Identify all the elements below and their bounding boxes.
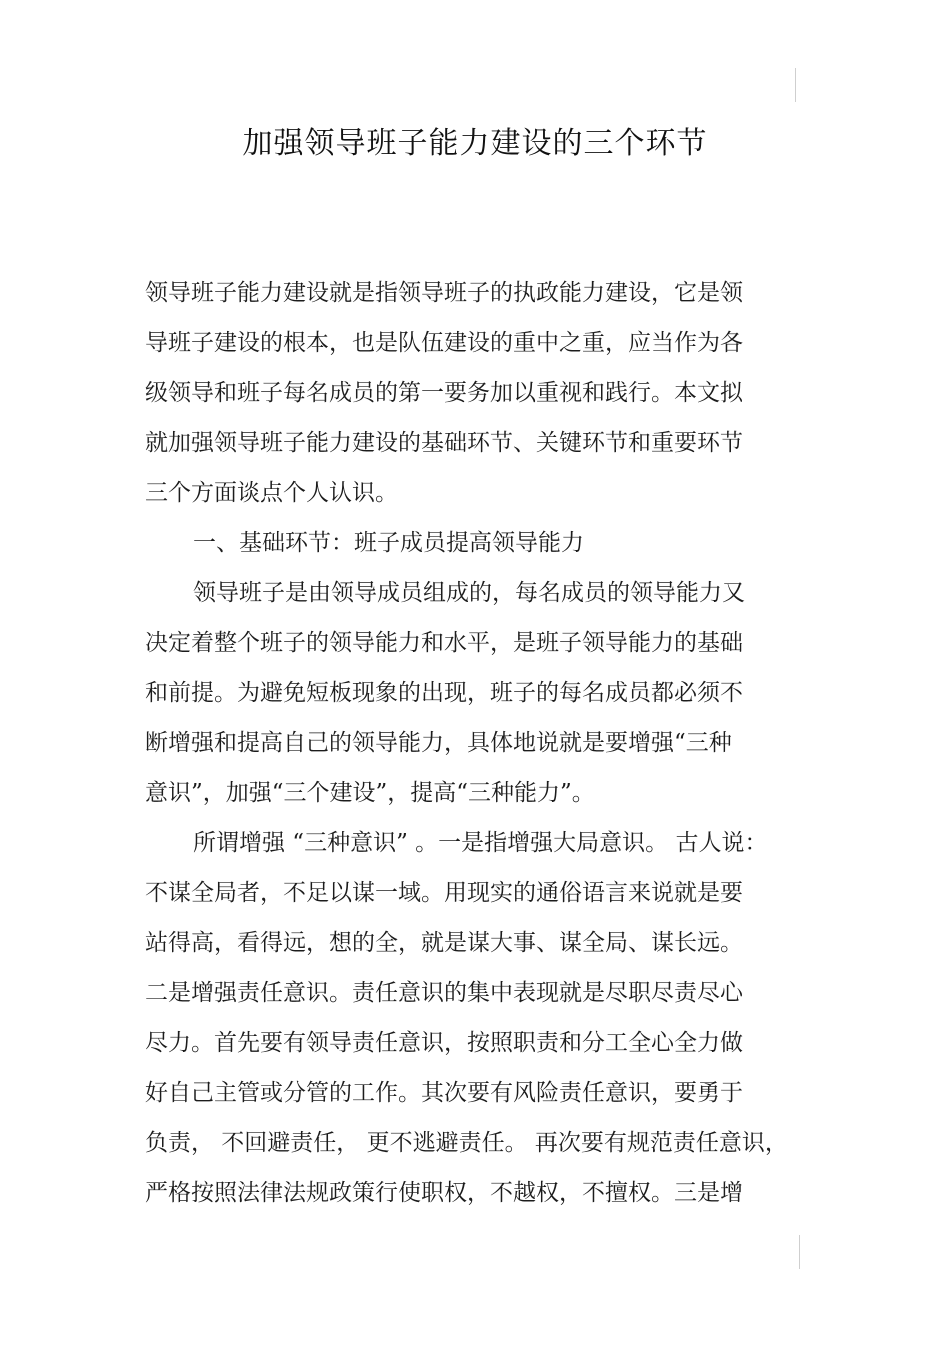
text-line: 领导班子是由领导成员组成的，每名成员的领导能力又 [193,580,745,606]
text-line: 尽力。首先要有领导责任意识，按照职责和分工全心全力做 [145,1030,743,1056]
text-line: 不谋全局者，不足以谋一域。用现实的通俗语言来说就是要 [145,880,743,906]
text-line: 二是增强责任意识。责任意识的集中表现就是尽职尽责尽心 [145,980,743,1006]
document-title: 加强领导班子能力建设的三个环节 [242,126,708,161]
text-line: 断增强和提高自己的领导能力，具体地说就是要增强“三种 [145,730,732,756]
text-line: 决定着整个班子的领导能力和水平，是班子领导能力的基础 [145,630,743,656]
page-corner-mark-top [795,68,796,102]
text-line: 严格按照法律法规政策行使职权，不越权，不擅权。三是增 [145,1180,743,1206]
text-line: 级领导和班子每名成员的第一要务加以重视和践行。本文拟 [145,380,743,406]
text-line: 负责， 不回避责任， 更不逃避责任。 再次要有规范责任意识， [145,1130,788,1156]
text-line: 站得高，看得远，想的全，就是谋大事、谋全局、谋长远。 [145,930,743,956]
text-line: 导班子建设的根本，也是队伍建设的重中之重，应当作为各 [145,330,743,356]
text-line: 好自己主管或分管的工作。其次要有风险责任意识，要勇于 [145,1080,743,1106]
text-line: 和前提。为避免短板现象的出现，班子的每名成员都必须不 [145,680,743,706]
text-line: 意识”，加强“三个建设”，提高“三种能力”。 [145,780,595,806]
text-line: 就加强领导班子能力建设的基础环节、关键环节和重要环节 [145,430,743,456]
text-line: 领导班子能力建设就是指领导班子的执政能力建设，它是领 [145,280,743,306]
text-line: 一、基础环节：班子成员提高领导能力 [193,530,584,556]
page-corner-mark-bottom [799,1235,800,1269]
text-line: 所谓增强 “三种意识” 。一是指增强大局意识。 古人说： [193,830,768,856]
text-line: 三个方面谈点个人认识。 [145,480,398,506]
document-body [145,268,805,1218]
